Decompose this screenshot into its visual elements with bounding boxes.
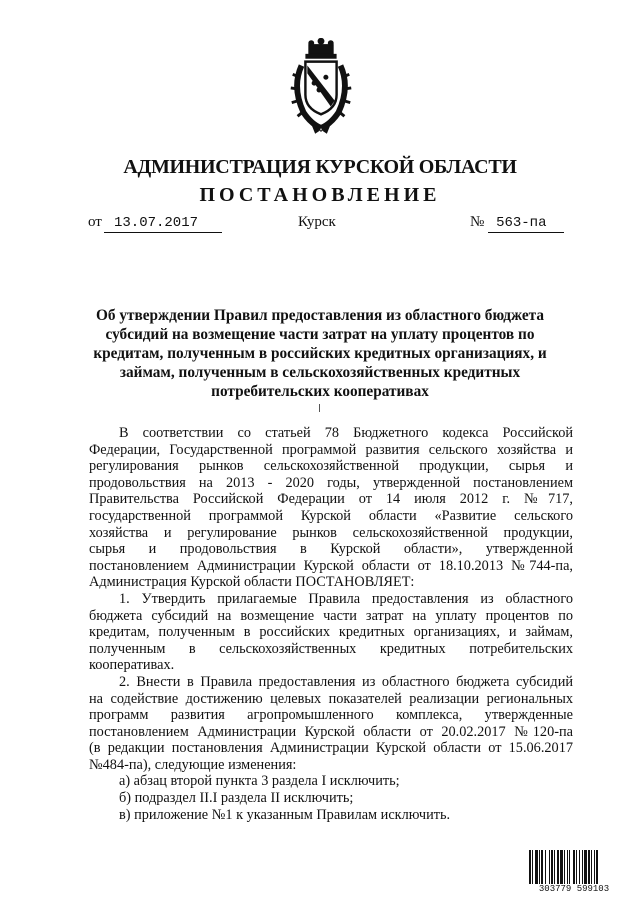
barcode-bar — [582, 850, 583, 884]
barcode-bar — [545, 850, 546, 884]
barcode-bar — [584, 850, 587, 884]
document-city: Курск — [298, 214, 336, 230]
barcode-bars — [528, 850, 620, 884]
title-line: Об утверждении Правил предоставления из областного бюджета — [95, 307, 545, 324]
body-line: на содействие достижению целевых показателей реализации региональных — [89, 690, 573, 707]
body-line: постановлением Администрации Курской области от 20.02.2017 №120-па — [89, 723, 573, 740]
barcode-bar — [535, 850, 538, 884]
document-body — [89, 425, 573, 823]
body-line: б) подраздел II.I раздела II исключить; — [119, 790, 354, 807]
body-line: а) абзац второй пункта 3 раздела I исключить; — [119, 773, 400, 790]
title-line: кредитам, полученным в российских кредитных организациях, и — [93, 345, 547, 362]
document-title — [70, 306, 570, 401]
organization-name: АДМИНИСТРАЦИЯ КУРСКОЙ ОБЛАСТИ — [123, 156, 517, 178]
number-prefix: № — [470, 214, 485, 230]
barcode-bar — [588, 850, 590, 884]
barcode-bar — [596, 850, 598, 884]
body-line: 2. Внести в Правила предоставления из областного бюджета субсидий — [119, 673, 573, 690]
document-number-field — [470, 214, 564, 233]
body-line: кооперативах. — [89, 657, 175, 674]
body-line: бюджета субсидий на возмещение части затрат на уплату процентов по — [89, 607, 573, 624]
coat-of-arms-emblem — [282, 38, 360, 136]
barcode-bar — [567, 850, 568, 884]
barcode-number: 303779 599103 — [528, 884, 620, 894]
body-line: государственной программой Курской области «Развитие сельского — [89, 507, 573, 524]
barcode-bar — [569, 850, 570, 884]
date-prefix: от — [88, 214, 102, 230]
barcode-bar — [541, 850, 543, 884]
barcode-bar — [532, 850, 533, 884]
title-line: потребительских кооперативах — [211, 383, 429, 400]
body-line: программ развития агропромышленного комплекса, утвержденные — [89, 707, 573, 724]
body-line: Правительства Российской Федерации от 14 июля 2012 г. №717, — [89, 491, 573, 508]
barcode-bar — [549, 850, 550, 884]
document-date: 13.07.2017 — [104, 215, 222, 233]
document-type: ПОСТАНОВЛЕНИЕ — [199, 184, 441, 206]
body-line: Федерации, Государственной программой развития сельского хозяйства и — [89, 441, 573, 458]
barcode-bar — [554, 850, 555, 884]
barcode-bar — [576, 850, 577, 884]
title-line: займам, полученным в сельскохозяйственных кредитных — [119, 364, 521, 381]
barcode — [528, 850, 620, 894]
body-line: регулирования рынков сельскохозяйственной продукции, сырья и — [89, 458, 573, 475]
body-line: (в редакции постановления Администрации Курской области от 15.06.2017 — [89, 740, 573, 757]
body-line: сырья и продовольствия в Курской области», утвержденной — [89, 541, 573, 558]
body-line: в) приложение №1 к указанным Правилам исключить. — [119, 806, 451, 823]
barcode-bar — [564, 850, 565, 884]
barcode-bar — [551, 850, 553, 884]
barcode-bar — [529, 850, 531, 884]
body-line: кредитам, полученным в российских кредитных организациях, и займам, — [89, 624, 573, 641]
body-line: хозяйства и регулирование рынков сельскохозяйственной продукции, — [89, 524, 573, 541]
barcode-bar — [539, 850, 540, 884]
barcode-bar — [591, 850, 592, 884]
barcode-bar — [594, 850, 595, 884]
barcode-bar — [573, 850, 575, 884]
body-line: №484-па), следующие изменения: — [89, 756, 297, 773]
barcode-bar — [579, 850, 580, 884]
document-date-field — [88, 214, 222, 233]
barcode-bar — [560, 850, 563, 884]
coat-of-arms-graphic — [282, 38, 360, 136]
body-line: 1. Утвердить прилагаемые Правила предоставления из областного — [119, 590, 573, 607]
barcode-bar — [557, 850, 559, 884]
body-line: постановлением Администрации Курской области от 18.10.2013 №744-па, — [89, 557, 573, 574]
body-line: Администрация Курской области ПОСТАНОВЛЯЕТ: — [89, 574, 415, 591]
body-line: продовольствия на 2013 - 2020 годы, утвержденной постановлением — [89, 474, 573, 491]
title-line: субсидий на возмещение части затрат на уплату процентов по — [105, 326, 535, 343]
body-line: В соответствии со статьей 78 Бюджетного кодекса Российской — [119, 425, 573, 441]
title-separator-mark — [319, 404, 320, 412]
body-line: полученным в сельскохозяйственных кредитных потребительских — [89, 640, 573, 657]
document-number: 563-па — [488, 215, 564, 233]
